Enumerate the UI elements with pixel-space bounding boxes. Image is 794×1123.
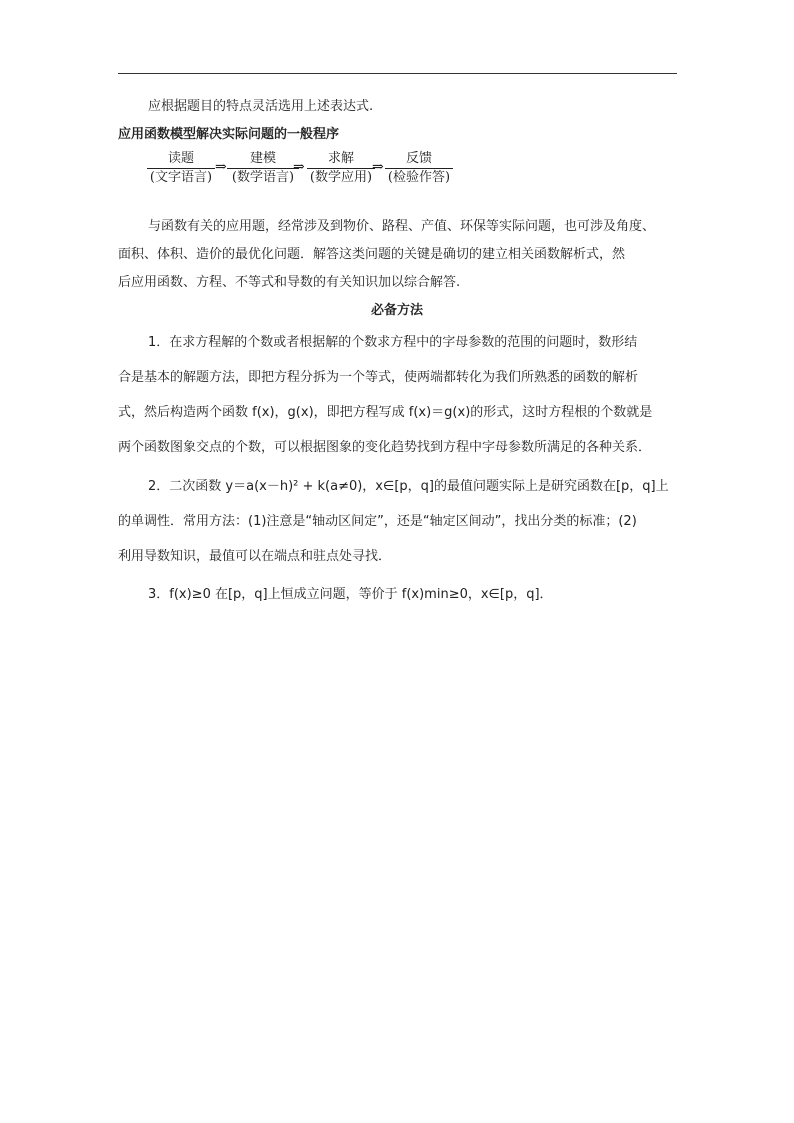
intro-line: 应根据题目的特点灵活选用上述表达式. [148, 99, 374, 114]
flow-step-read [147, 150, 215, 187]
header-rule [118, 73, 677, 74]
flow-step-caption: (检验作答) [387, 170, 451, 185]
section-heading: 应用函数模型解决实际问题的一般程序 [118, 127, 340, 142]
paragraph-line: 与函数有关的应用题，经常涉及到物价、路程、产值、环保等实际问题，也可涉及角度、 [148, 219, 656, 234]
implies-arrow-icon: ⇒ [372, 159, 384, 175]
implies-arrow-icon: ⇒ [215, 159, 227, 175]
method-1-line: 式，然后构造两个函数 f(x)，g(x)，即把方程写成 f(x)＝g(x)的形式，这时方程根的个数就是 [118, 405, 653, 420]
paragraph-line: 后应用函数、方程、不等式和导数的有关知识加以综合解答. [118, 275, 461, 290]
flow-step-caption: (文字语言) [149, 170, 213, 185]
flow-step-model [227, 150, 299, 187]
method-2-line: 的单调性．常用方法：(1)注意是“轴动区间定”，还是“轴定区间动”，找出分类的标准；(2) [118, 514, 637, 529]
method-3-line: 3．f(x)≥0 在[p，q]上恒成立问题，等价于 f(x)min≥0，x∈[p，q]． [148, 587, 553, 602]
flow-step-label: 反馈 [405, 151, 432, 166]
paragraph-line: 面积、体积、造价的最优化问题．解答这类问题的关键是确切的建立相关函数解析式，然 [118, 247, 626, 262]
method-1-line: 合是基本的解题方法，即把方程分拆为一个等式，使两端都转化为我们所熟悉的函数的解析 [118, 370, 639, 385]
flow-step-caption: (数学应用) [309, 170, 373, 185]
flow-step-label: 建模 [249, 151, 276, 166]
method-1-line: 1．在求方程解的个数或者根据解的个数求方程中的字母参数的范围的问题时，数形结 [148, 335, 638, 350]
methods-title: 必备方法 [370, 303, 423, 318]
flow-step-label: 求解 [327, 151, 354, 166]
method-2-line: 2．二次函数 y＝a(x－h)² + k(a≠0)，x∈[p，q]的最值问题实际上是研究函数在[p，q]上 [148, 479, 669, 494]
flow-step-solve [307, 150, 375, 187]
flow-step-caption: (数学语言) [231, 170, 295, 185]
method-1-line: 两个函数图象交点的个数，可以根据图象的变化趋势找到方程中字母参数所满足的各种关系． [118, 440, 652, 455]
flow-step-label: 读题 [167, 151, 194, 166]
implies-arrow-icon: ⇒ [293, 159, 305, 175]
flow-step-feedback [385, 150, 453, 187]
method-2-line: 利用导数知识，最值可以在端点和驻点处寻找． [118, 549, 392, 564]
